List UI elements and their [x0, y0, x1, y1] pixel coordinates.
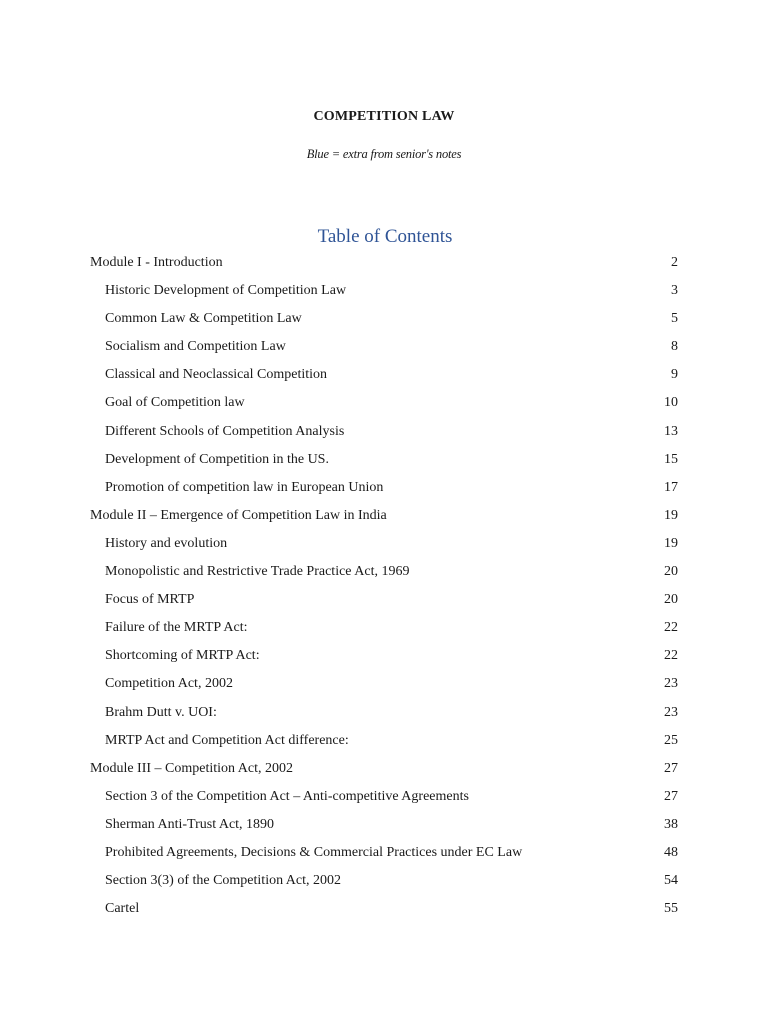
toc-entry-label: Section 3(3) of the Competition Act, 2002: [105, 873, 342, 889]
toc-entry-label: Module II – Emergence of Competition Law in India: [90, 507, 387, 523]
toc-section-entry[interactable]: [90, 811, 678, 839]
toc-entry-label: Historic Development of Competition Law: [105, 283, 347, 299]
document-subtitle: Blue = extra from senior's notes: [306, 147, 462, 161]
toc-section-entry[interactable]: [90, 867, 678, 895]
toc-entry-page-number: 23: [664, 676, 678, 692]
toc-entry-page-number: 48: [664, 844, 678, 860]
toc-entry-page-number: 8: [671, 339, 678, 355]
toc-entry-label: Shortcoming of MRTP Act:: [105, 648, 260, 664]
toc-entry-label: Brahm Dutt v. UOI:: [105, 704, 217, 720]
toc-section-entry[interactable]: [90, 361, 678, 389]
toc-entry-label: Module III – Competition Act, 2002: [90, 760, 293, 776]
toc-section-entry[interactable]: [90, 727, 678, 755]
toc-entry-page-number: 20: [664, 592, 678, 608]
toc-entry-label: Competition Act, 2002: [105, 676, 233, 692]
toc-entry-label: Module I - Introduction: [90, 255, 223, 270]
toc-entry-label: Common Law & Competition Law: [105, 311, 302, 327]
toc-entry-page-number: 2: [671, 255, 678, 270]
toc-section-entry[interactable]: [90, 530, 678, 558]
toc-entry-page-number: 55: [664, 901, 678, 917]
toc-section-entry[interactable]: [90, 699, 678, 727]
toc-entry-page-number: 19: [664, 535, 678, 551]
toc-entry-page-number: 54: [664, 873, 678, 889]
toc-entry-label: Focus of MRTP: [105, 592, 195, 608]
toc-entry-page-number: 25: [664, 732, 678, 748]
toc-module-entry[interactable]: [90, 249, 678, 277]
toc-entry-label: History and evolution: [105, 535, 228, 551]
toc-entry-label: Cartel: [105, 901, 140, 917]
toc-entry-page-number: 17: [664, 479, 678, 495]
toc-entry-label: Classical and Neoclassical Competition: [105, 367, 328, 383]
toc-heading: Table of Contents: [317, 226, 453, 247]
document-title: COMPETITION LAW: [313, 109, 455, 124]
toc-entry-page-number: 15: [664, 451, 678, 467]
toc-section-entry[interactable]: [90, 418, 678, 446]
toc-entry-page-number: 19: [664, 507, 678, 523]
toc-section-entry[interactable]: [90, 586, 678, 614]
toc-entry-label: Promotion of competition law in European Union: [105, 479, 384, 495]
toc-section-entry[interactable]: [90, 277, 678, 305]
toc-entry-page-number: 22: [664, 620, 678, 636]
toc-entry-label: Failure of the MRTP Act:: [105, 620, 248, 636]
toc-entry-page-number: 3: [671, 283, 678, 299]
toc-entry-page-number: 38: [664, 816, 678, 832]
toc-entry-page-number: 27: [664, 760, 678, 776]
toc-entry-label: Different Schools of Competition Analysis: [105, 423, 345, 439]
toc-module-entry[interactable]: [90, 755, 678, 783]
toc-entry-label: Development of Competition in the US.: [105, 451, 329, 467]
toc-section-entry[interactable]: [90, 614, 678, 642]
toc-section-entry[interactable]: [90, 783, 678, 811]
table-of-contents: [90, 249, 678, 923]
toc-entry-page-number: 13: [664, 423, 678, 439]
toc-entry-page-number: 22: [664, 648, 678, 664]
toc-section-entry[interactable]: [90, 642, 678, 670]
toc-section-entry[interactable]: [90, 305, 678, 333]
toc-entry-page-number: 5: [671, 311, 678, 327]
toc-entry-page-number: 27: [664, 788, 678, 804]
toc-section-entry[interactable]: [90, 895, 678, 923]
toc-section-entry[interactable]: [90, 389, 678, 417]
toc-entry-page-number: 9: [671, 367, 678, 383]
toc-entry-label: Goal of Competition law: [105, 395, 245, 411]
toc-entry-label: Sherman Anti-Trust Act, 1890: [105, 816, 275, 832]
toc-section-entry[interactable]: [90, 839, 678, 867]
toc-entry-page-number: 23: [664, 704, 678, 720]
toc-entry-label: Section 3 of the Competition Act – Anti-competitive Agreements: [105, 788, 469, 804]
toc-section-entry[interactable]: [90, 670, 678, 698]
toc-module-entry[interactable]: [90, 502, 678, 530]
toc-entry-page-number: 10: [664, 395, 678, 411]
toc-section-entry[interactable]: [90, 474, 678, 502]
toc-entry-label: Monopolistic and Restrictive Trade Practice Act, 1969: [105, 564, 410, 580]
toc-entry-label: Socialism and Competition Law: [105, 339, 286, 355]
toc-section-entry[interactable]: [90, 446, 678, 474]
toc-entry-label: MRTP Act and Competition Act difference:: [105, 732, 349, 748]
toc-section-entry[interactable]: [90, 333, 678, 361]
toc-entry-label: Prohibited Agreements, Decisions & Commercial Practices under EC Law: [105, 844, 523, 860]
toc-section-entry[interactable]: [90, 558, 678, 586]
toc-entry-page-number: 20: [664, 564, 678, 580]
